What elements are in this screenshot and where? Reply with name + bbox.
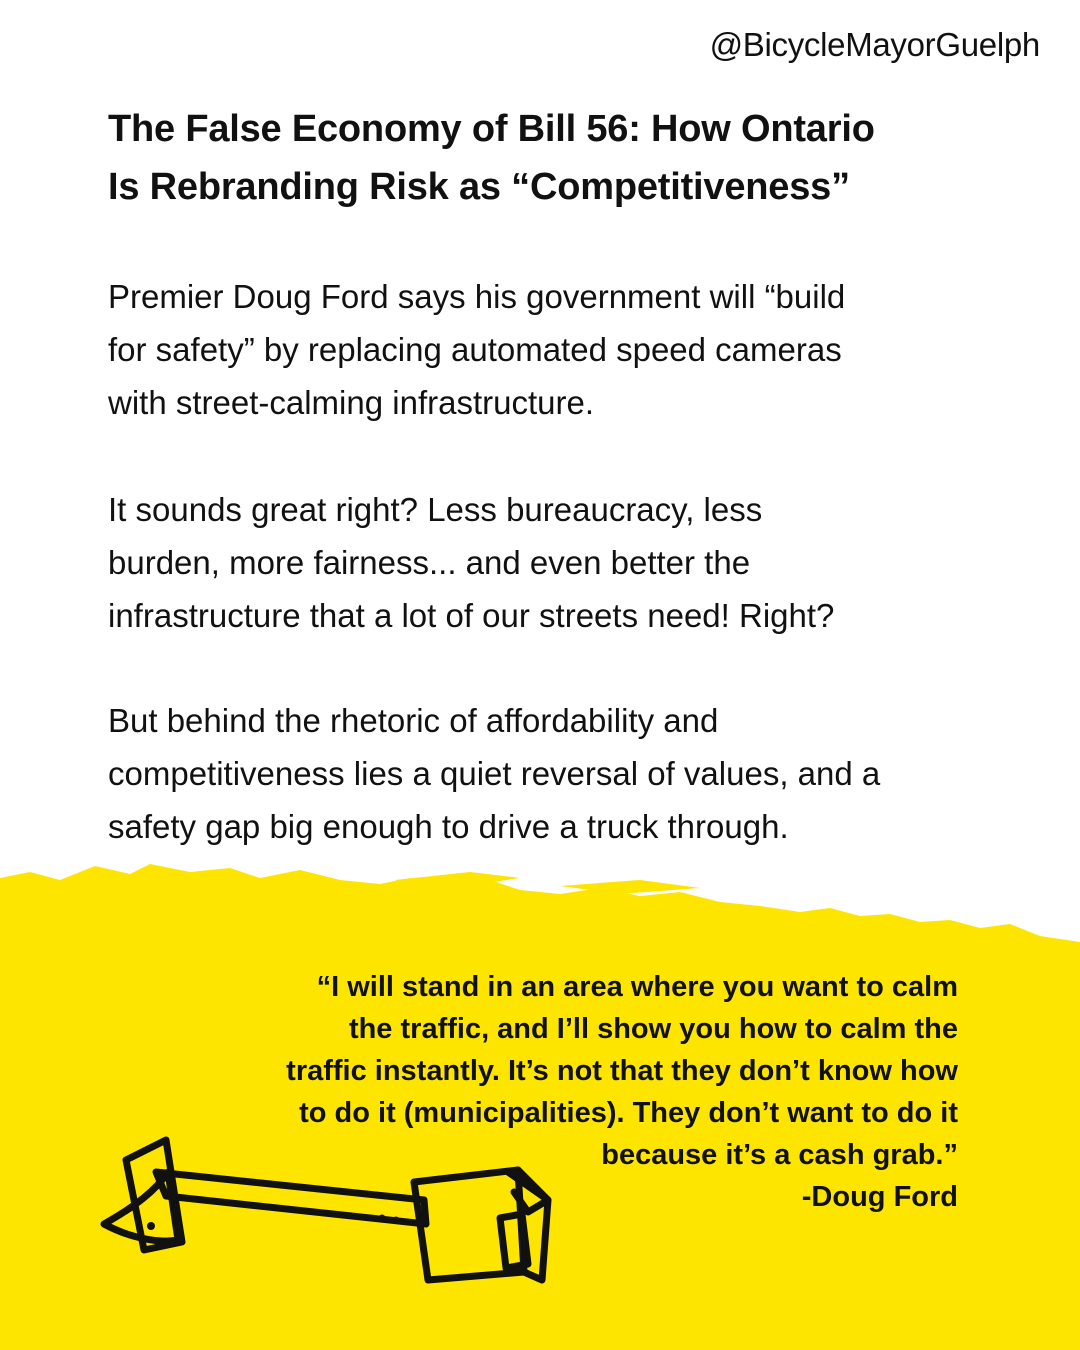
quote-line: because it’s a cash grab.” — [601, 1139, 958, 1171]
quote-line: the traffic, and I’ll show you how to calm the — [348, 1013, 958, 1045]
paragraph-line: safety gap big enough to drive a truck through. — [108, 808, 789, 845]
paragraph-line: competitiveness lies a quiet reversal of values, and a — [108, 755, 881, 792]
quote-line: to do it (municipalities). They don’t want to do it — [299, 1097, 958, 1129]
quote-line: “I will stand in an area where you want to calm — [316, 971, 958, 1003]
paragraph-line: burden, more fairness... and even better the — [108, 544, 751, 581]
article-title — [108, 100, 1008, 216]
quote-attribution: -Doug Ford — [801, 1181, 958, 1213]
title-line: Is Rebranding Risk as “Competitiveness” — [108, 166, 850, 208]
paragraph-line: Premier Doug Ford says his government will “build — [108, 278, 846, 315]
title-line: The False Economy of Bill 56: How Ontario — [108, 108, 875, 150]
paragraph-line: for safety” by replacing automated speed cameras — [108, 331, 842, 368]
paragraph-line: infrastructure that a lot of our streets need! Right? — [108, 597, 835, 634]
paragraph-line: with street-calming infrastructure. — [108, 384, 594, 421]
toppled-speed-camera-icon — [96, 1130, 566, 1290]
quote-line: traffic instantly. It’s not that they don’t know how — [286, 1055, 958, 1087]
paragraph-line: It sounds great right? Less bureaucracy, less — [108, 491, 763, 528]
paragraph-thesis — [108, 694, 1038, 853]
paragraph-question — [108, 483, 1038, 642]
paragraph-intro — [108, 270, 1038, 429]
paragraph-line: But behind the rhetoric of affordability and — [108, 702, 719, 739]
social-handle: @BicycleMayorGuelph — [709, 26, 1040, 63]
